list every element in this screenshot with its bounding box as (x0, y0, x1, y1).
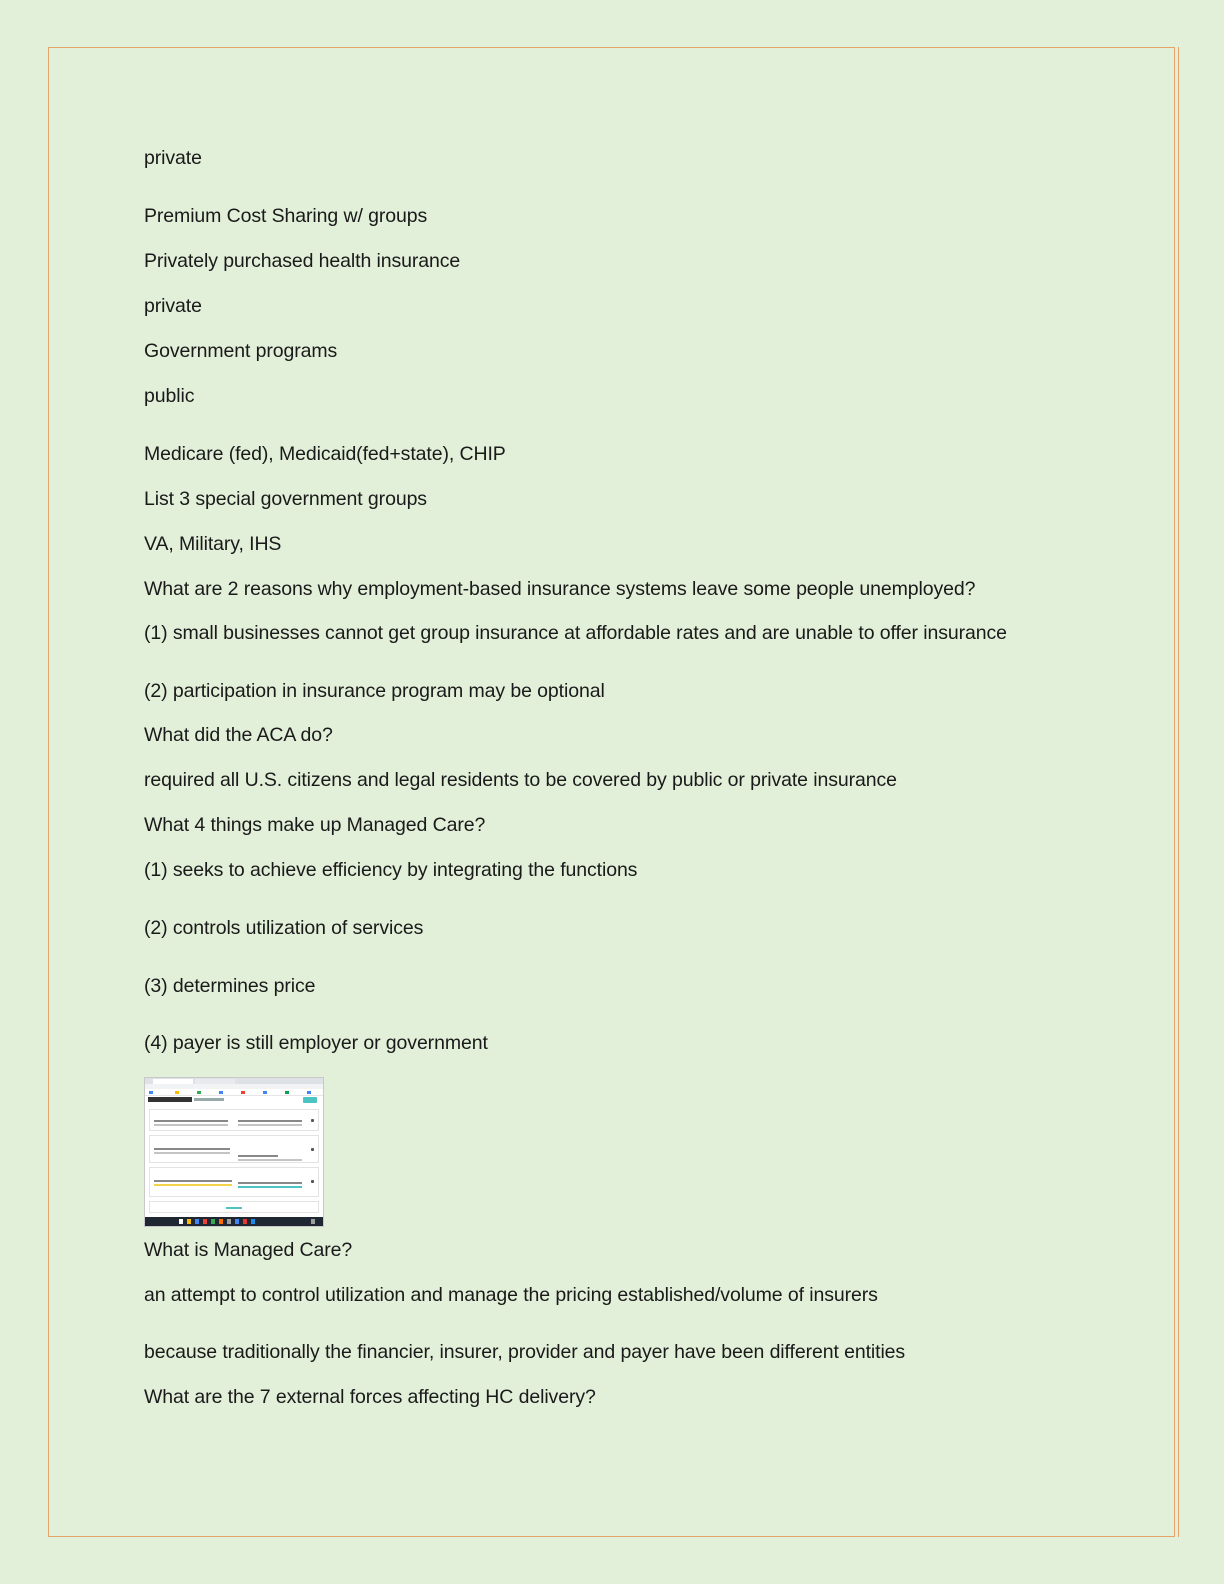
text-line: What are 2 reasons why employment-based insurance systems leave some people unemployed? (144, 578, 976, 600)
text-line: What did the ACA do? (144, 724, 333, 746)
text-line: private (144, 147, 202, 169)
text-line: public (144, 385, 195, 407)
text-line: required all U.S. citizens and legal residents to be covered by public or private insurance (144, 769, 897, 791)
text-line: Government programs (144, 340, 338, 362)
text-line: an attempt to control utilization and manage the pricing established/volume of insurers (144, 1284, 878, 1306)
text-line: What are the 7 external forces affecting HC delivery? (144, 1386, 596, 1408)
text-line: List 3 special government groups (144, 488, 427, 510)
text-line: Premium Cost Sharing w/ groups (144, 205, 428, 227)
text-line: Privately purchased health insurance (144, 250, 461, 272)
text-line: because traditionally the financier, insurer, provider and payer have been different entities (144, 1341, 906, 1363)
text-line: (4) payer is still employer or government (144, 1032, 488, 1054)
text-line: VA, Military, IHS (144, 533, 282, 555)
text-line: What is Managed Care? (144, 1239, 353, 1261)
text-line: (2) controls utilization of services (144, 917, 424, 939)
embedded-screenshot-image (144, 1077, 324, 1227)
text-line: Medicare (fed), Medicaid(fed+state), CHIP (144, 443, 506, 465)
text-line: (1) seeks to achieve efficiency by integrating the functions (144, 859, 638, 881)
text-line: private (144, 295, 202, 317)
text-line: (2) participation in insurance program may be optional (144, 680, 605, 702)
text-line: (3) determines price (144, 975, 316, 997)
text-line: What 4 things make up Managed Care? (144, 814, 486, 836)
text-line: (1) small businesses cannot get group insurance at affordable rates and are unable to offer insurance (144, 622, 1007, 644)
